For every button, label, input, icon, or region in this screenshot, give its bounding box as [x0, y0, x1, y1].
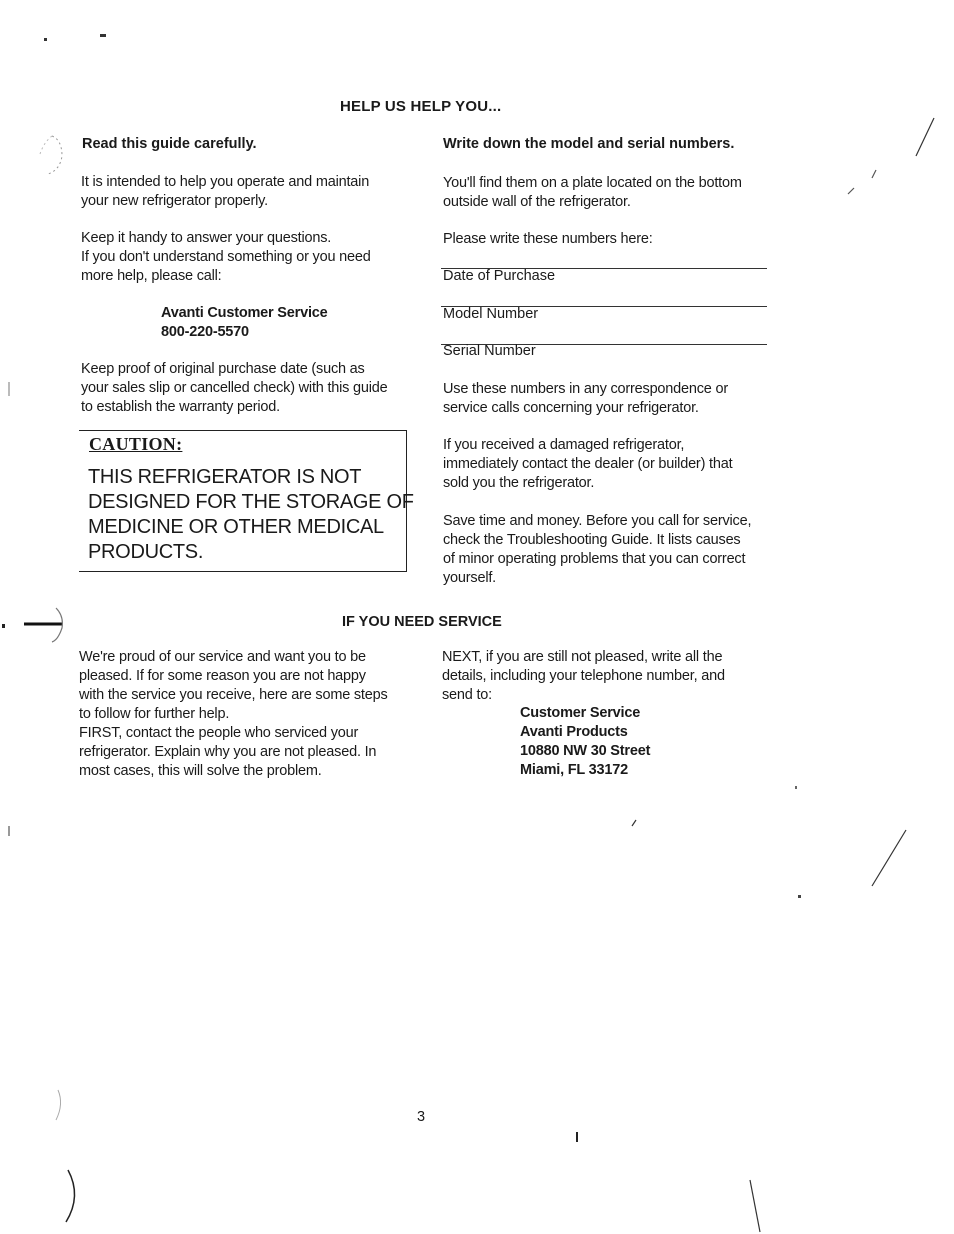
text-line: NEXT, if you are still not pleased, write all the	[442, 649, 723, 665]
proof-paragraph	[81, 360, 388, 417]
intro-paragraph	[81, 173, 369, 211]
text-line: pleased. If for some reason you are not happy	[79, 668, 366, 684]
text-line: outside wall of the refrigerator.	[443, 194, 631, 210]
troubleshooting-paragraph	[443, 512, 751, 588]
service-right-paragraph	[442, 648, 725, 705]
text-line: to follow for further help.	[79, 706, 230, 722]
caution-line: DESIGNED FOR THE STORAGE OF	[88, 491, 414, 513]
write-numbers-instruction: Please write these numbers here:	[443, 231, 653, 247]
text-line: FIRST, contact the people who serviced your	[79, 725, 359, 741]
scan-stroke	[632, 820, 636, 826]
serial-number-label: Serial Number	[443, 343, 536, 359]
address-line: Customer Service	[520, 705, 641, 721]
date-of-purchase-label: Date of Purchase	[443, 268, 556, 284]
model-number-label: Model Number	[443, 306, 539, 322]
contact-phone: 800-220-5570	[161, 324, 249, 340]
service-left-paragraph	[79, 648, 388, 781]
punch-hole-mark	[40, 136, 52, 154]
page-number: 3	[417, 1109, 425, 1125]
contact-name: Avanti Customer Service	[161, 305, 328, 321]
page-title: HELP US HELP YOU...	[340, 98, 502, 115]
caution-line: THIS REFRIGERATOR IS NOT	[88, 466, 362, 488]
mailing-address	[520, 704, 650, 780]
scan-dot	[576, 1132, 578, 1142]
text-line: Keep it handy to answer your questions.	[81, 230, 332, 246]
text-line: You'll find them on a plate located on the bottom	[443, 175, 742, 191]
text-line: most cases, this will solve the problem.	[79, 763, 322, 779]
caution-text	[88, 465, 414, 565]
damaged-paragraph	[443, 436, 732, 493]
punch-hole-mark	[48, 136, 62, 174]
punch-hole-mark	[56, 1090, 61, 1120]
help-paragraph	[81, 229, 371, 286]
scan-dot	[795, 786, 797, 789]
text-line: of minor operating problems that you can correct	[443, 551, 746, 567]
text-line: sold you the refrigerator.	[443, 475, 595, 491]
text-line: refrigerator. Explain why you are not pleased. In	[79, 744, 377, 760]
scan-dot	[8, 382, 10, 396]
scan-dot	[100, 34, 106, 37]
text-line: check the Troubleshooting Guide. It lists causes	[443, 532, 741, 548]
text-line: your sales slip or cancelled check) with this guide	[81, 380, 388, 396]
address-line: Miami, FL 33172	[520, 762, 628, 778]
plate-paragraph	[443, 174, 742, 212]
text-line: If you received a damaged refrigerator,	[443, 437, 685, 453]
text-line: service calls concerning your refrigerator.	[443, 400, 699, 416]
caution-line: PRODUCTS.	[88, 541, 204, 563]
service-heading: IF YOU NEED SERVICE	[342, 614, 502, 630]
scan-stroke	[66, 1170, 75, 1222]
scan-dot	[44, 38, 47, 41]
scan-stroke	[750, 1180, 760, 1232]
text-line: Keep proof of original purchase date (such as	[81, 361, 365, 377]
scan-stroke	[872, 830, 906, 886]
correspondence-paragraph	[443, 380, 728, 418]
text-line: It is intended to help you operate and maintain	[81, 174, 370, 190]
right-heading: Write down the model and serial numbers.	[443, 136, 735, 152]
text-line: to establish the warranty period.	[81, 399, 280, 415]
left-heading: Read this guide carefully.	[82, 136, 257, 152]
customer-service-contact	[161, 304, 328, 342]
scan-dot	[8, 826, 10, 836]
text-line: We're proud of our service and want you to be	[79, 649, 366, 665]
scan-stroke	[872, 170, 876, 178]
scan-stroke	[848, 188, 854, 194]
text-line: send to:	[442, 687, 492, 703]
address-line: Avanti Products	[520, 724, 628, 740]
text-line: immediately contact the dealer (or builder) that	[443, 456, 733, 472]
caution-title: CAUTION:	[89, 434, 183, 454]
text-line: your new refrigerator properly.	[81, 193, 268, 209]
text-line: yourself.	[443, 570, 496, 586]
caution-line: MEDICINE OR OTHER MEDICAL	[88, 516, 384, 538]
text-line: details, including your telephone number, and	[442, 668, 725, 684]
text-line: If you don't understand something or you need	[81, 249, 371, 265]
scan-dot	[798, 895, 801, 898]
text-line: Save time and money. Before you call for service,	[443, 513, 752, 529]
scan-dot	[2, 624, 5, 628]
text-line: more help, please call:	[81, 268, 222, 284]
scan-stroke	[916, 118, 934, 156]
address-line: 10880 NW 30 Street	[520, 743, 651, 759]
text-line: Use these numbers in any correspondence or	[443, 381, 728, 397]
text-line: with the service you receive, here are some steps	[79, 687, 388, 703]
